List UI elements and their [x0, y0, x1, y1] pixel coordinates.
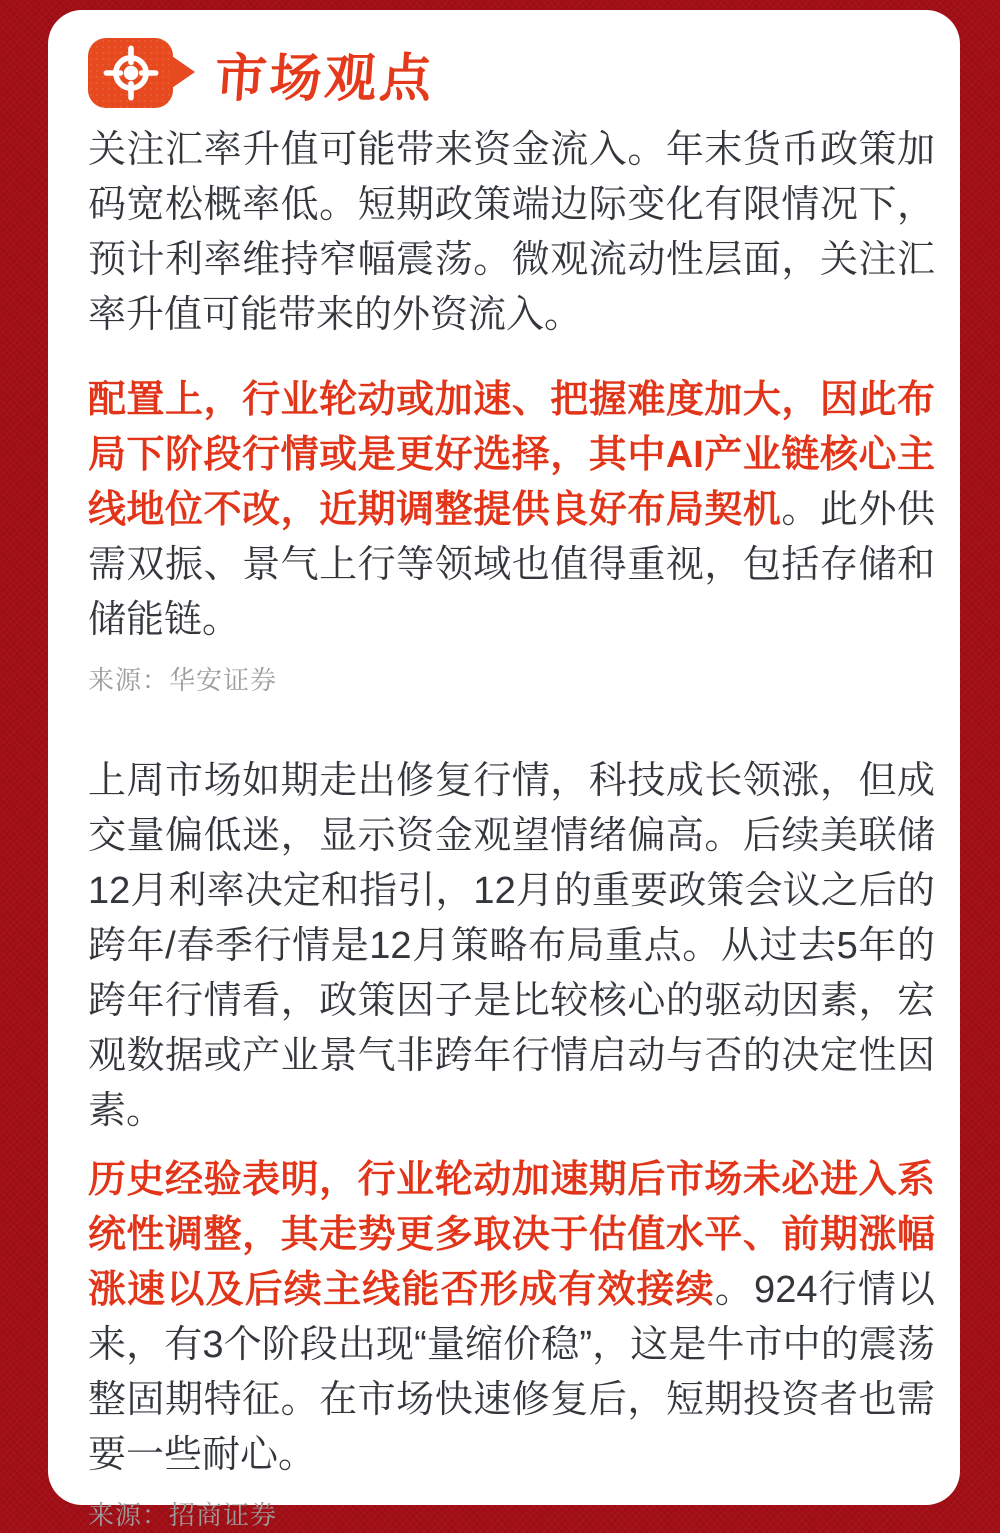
- paragraph-huaan-allocation: [88, 373, 935, 648]
- source-line-zhaoshang: 来源：招商证券: [88, 1500, 278, 1530]
- source-line-huaan: 来源：华安证券: [88, 665, 278, 695]
- paragraph-zhaoshang-review: [88, 754, 935, 1139]
- highlighted-text: 配置上，行业轮动或加速、把握难度加大，因此布局下阶段行情或是更好选择，其中AI产业链核心主线地位不改，近期调整提供良好布局契机: [88, 379, 935, 531]
- paragraph-zhaoshang-outlook: [88, 1153, 935, 1483]
- paragraph-text: 上周市场如期走出修复行情，科技成长领涨，但成交量偏低迷，显示资金观望情绪偏高。后续美联储12月利率决定和指引，12月的重要政策会议之后的跨年/春季行情是12月策略布局重点。从过去5年的跨年行情看，政策因子是比较核心的驱动因素，宏观数据或产业景气非跨年行情启动与否的决定性因素。: [88, 760, 935, 1132]
- page-title: 市场观点: [212, 49, 437, 108]
- highlighted-text: 历史经验表明，行业轮动加速期后市场未必进入系统性调整，其走势更多取决于估值水平、前期涨幅涨速以及后续主线能否形成有效接续: [88, 1159, 935, 1311]
- paragraph-text: 。924行情以来，有3个阶段出现“量缩价稳”，这是牛市中的震荡整固期特征。在市场快速修复后，短期投资者也需要一些耐心。: [88, 1269, 935, 1476]
- bubble-tail: [169, 54, 195, 90]
- paragraph-text: 关注汇率升值可能带来资金流入。年末货币政策加码宽松概率低。短期政策端边际变化有限情况下，预计利率维持窄幅震荡。微观流动性层面，关注汇率升值可能带来的外资流入。: [88, 129, 935, 336]
- crosshair-target-glyph: [103, 45, 159, 101]
- section-header: [88, 37, 935, 109]
- paragraph-huaan-macro: [88, 123, 935, 343]
- paragraph-text: 。此外供需双振、景气上行等领域也值得重视，包括存储和储能链。: [88, 489, 935, 641]
- content-card: [48, 10, 960, 1530]
- target-crosshair-bubble-icon: [88, 38, 173, 108]
